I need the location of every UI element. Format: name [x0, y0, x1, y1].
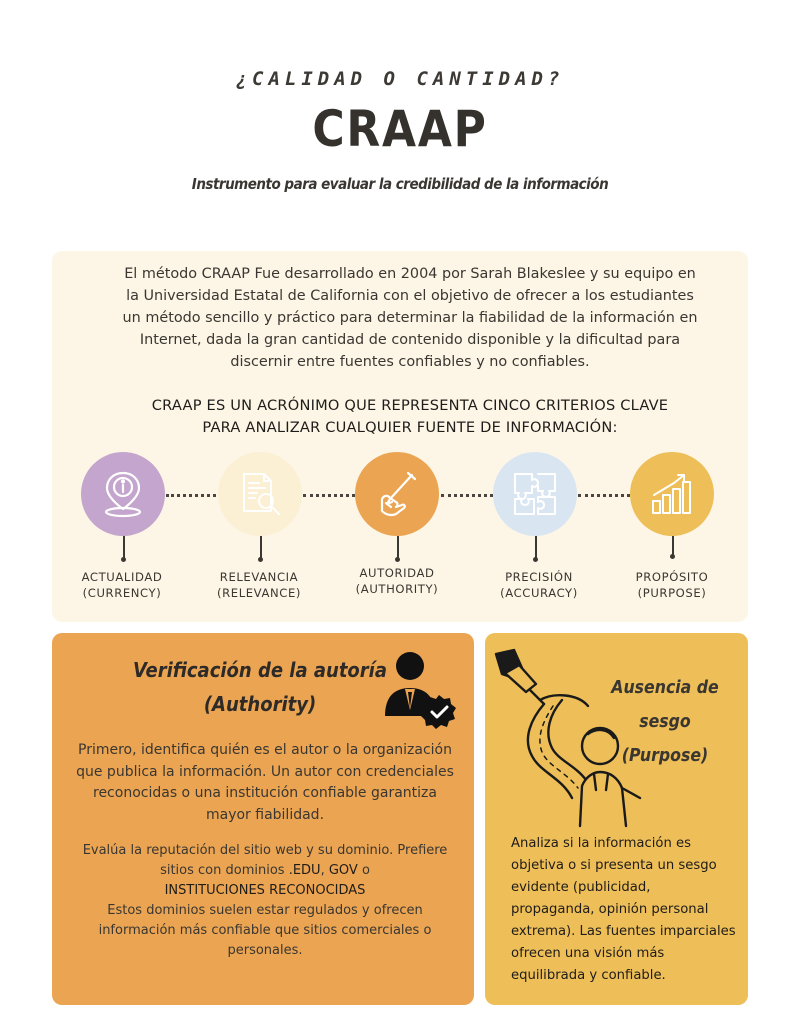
authority-paragraph-1: Primero, identifica quién es el autor o la organización que publica la información. Un autor con credenciales reconocidas o una institución confiable garantiza mayor fiabilidad. [76, 742, 454, 823]
criterion-stem [535, 536, 537, 558]
criterion-stem-dot [258, 557, 263, 562]
criterion-stem-dot [533, 557, 538, 562]
authority-card-title: Verificación de la autoría (Authority) [133, 658, 387, 716]
info-location-icon [98, 469, 148, 519]
criterion-stem-dot [121, 557, 126, 562]
criterion-label-authority: AUTORIDAD (AUTHORITY) [355, 566, 439, 596]
growth-chart-icon [647, 469, 697, 519]
acronym-line-1: CRAAP ES UN ACRÓNIMO QUE REPRESENTA CINCO CRITERIOS CLAVE [151, 397, 669, 414]
connector-dots [578, 494, 630, 497]
criterion-circle-currency [81, 452, 165, 536]
criterion-stem-dot [670, 554, 675, 559]
criterion-stem [123, 536, 125, 558]
purpose-card-title: Ausencia de sesgo (Purpose) [611, 678, 719, 766]
domain-gov: GOV [328, 863, 358, 878]
connector-dots [166, 494, 216, 497]
acronym-heading [100, 395, 720, 439]
document-search-icon [235, 469, 285, 519]
criterion-label-accuracy: PRECISIÓN (ACCURACY) [500, 570, 578, 600]
acronym-line-2: PARA ANALIZAR CUALQUIER FUENTE DE INFORMACIÓN: [202, 419, 618, 436]
verified-user-icon [381, 650, 459, 730]
page-subtitle: Instrumento para evaluar la credibilidad de la información [191, 175, 609, 193]
connector-dots [303, 494, 355, 497]
criterion-circle-authority [355, 452, 439, 536]
criterion-circle-purpose [630, 452, 714, 536]
domain-edu: .EDU [288, 863, 321, 878]
authority-paragraph-2: Evalúa la reputación del sitio web y su dominio. Prefiere sitios con dominios .EDU, GOV o INSTITUCIONES RECONOCIDAS Estos dominios suelen estar regulados y ofrecen información más confiable que sitios comerciales o personales. [82, 843, 448, 958]
connector-dots [441, 494, 493, 497]
criterion-label-currency: ACTUALIDAD (CURRENCY) [81, 570, 163, 600]
puzzle-icon [510, 469, 560, 519]
domain-institutions: INSTITUCIONES RECONOCIDAS [164, 883, 366, 898]
header-kicker: ¿CALIDAD O CANTIDAD? [235, 68, 565, 90]
page-title: CRAAP [312, 100, 488, 158]
criterion-stem [260, 536, 262, 558]
criterion-circle-accuracy [493, 452, 577, 536]
hand-pen-icon [372, 469, 422, 519]
criterion-stem-dot [395, 557, 400, 562]
criterion-label-relevance: RELEVANCIA (RELEVANCE) [216, 570, 302, 600]
purpose-card-text: Analiza si la información es objetiva o si presenta un sesgo evidente (publicidad, propaganda, opinión personal extrema). Las fuentes imparciales ofrecen una visión más equilibrada y confiable. [511, 836, 736, 983]
criterion-stem [397, 536, 399, 558]
criterion-label-purpose: PROPÓSITO (PURPOSE) [635, 570, 709, 600]
criterion-circle-relevance [218, 452, 302, 536]
intro-text: El método CRAAP Fue desarrollado en 2004 por Sarah Blakeslee y su equipo en la Universidad Estatal de California con el objetivo de ofrecer a los estudiantes un método sencillo y práctico para determinar la fiabilidad de la información en Internet, dada la gran cantidad de contenido disponible y la dificultad para discernir entre fuentes confiables y no confiables. [122, 266, 698, 370]
